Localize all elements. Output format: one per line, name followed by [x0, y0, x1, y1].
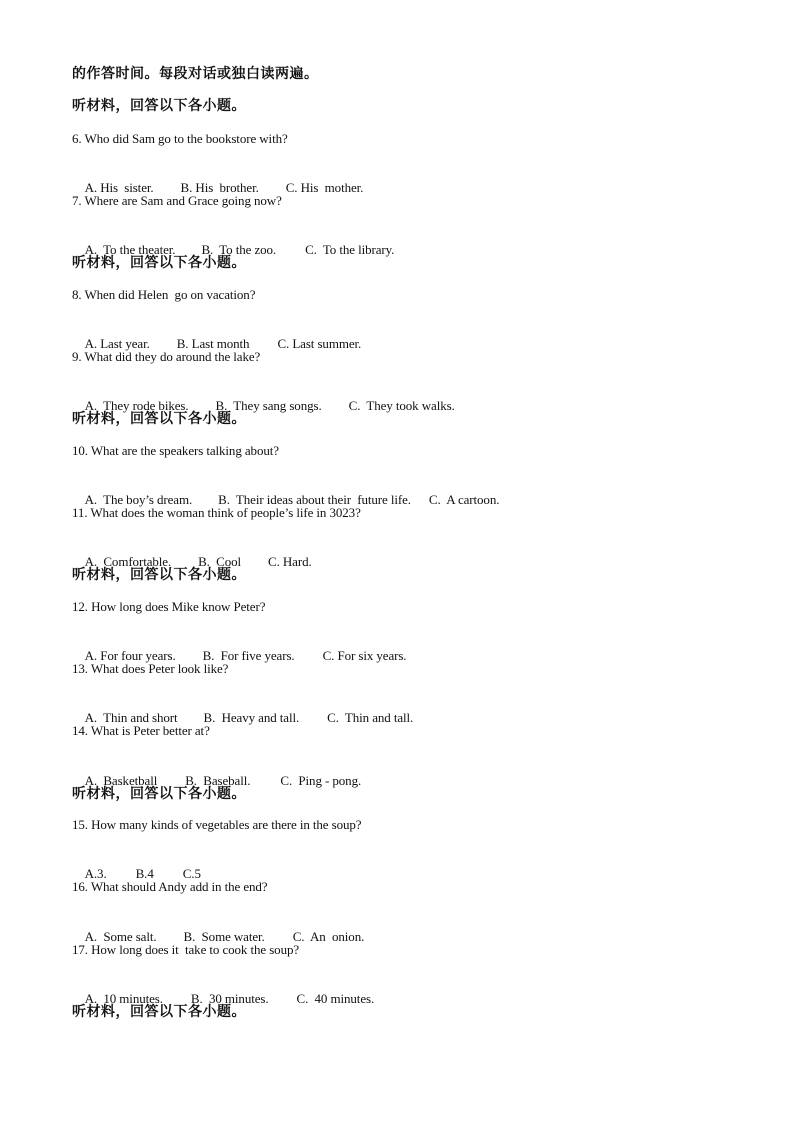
section-heading: 听材料，回答以下各小题。	[72, 411, 246, 427]
question-text: 9. What did they do around the lake?	[72, 349, 261, 364]
question-text: 7. Where are Sam and Grace going now?	[72, 193, 282, 208]
option-c: C. A cartoon.	[428, 492, 500, 507]
question-text: 14. What is Peter better at?	[72, 723, 210, 738]
section-heading: 听材料，回答以下各小题。	[72, 255, 246, 271]
option-c: C. Hard.	[268, 554, 312, 569]
option-a: A. Comfortable.	[84, 554, 172, 569]
question-text: 16. What should Andy add in the end?	[72, 879, 268, 894]
option-c: C. Thin and tall.	[327, 710, 414, 725]
option-c: C.5	[182, 866, 201, 881]
question-text: 13. What does Peter look like?	[72, 661, 229, 676]
intro-text: 的作答时间。每段对话或独白读两遍。	[72, 66, 319, 82]
question-text: 15. How many kinds of vegetables are there in the soup?	[72, 817, 362, 832]
option-a: A.3.	[84, 866, 107, 881]
question-text: 17. How long does it take to cook the soup?	[72, 942, 300, 957]
option-c: C. His mother.	[285, 180, 364, 195]
question-text: 6. Who did Sam go to the bookstore with?	[72, 131, 288, 146]
section-heading: 听材料，回答以下各小题。	[72, 98, 246, 114]
option-b: B. For five years.	[202, 648, 295, 663]
question-text: 10. What are the speakers talking about?	[72, 443, 279, 458]
option-c: C. To the library.	[305, 242, 395, 257]
option-c: C. Last summer.	[277, 336, 362, 351]
option-c: C. An onion.	[292, 929, 365, 944]
option-a: A. Thin and short	[84, 710, 178, 725]
option-b: B. They sang songs.	[215, 398, 322, 413]
option-b: B. 30 minutes.	[190, 991, 269, 1006]
option-b: B.4	[135, 866, 154, 881]
option-a: A. For four years.	[84, 648, 176, 663]
option-b: B. Baseball.	[185, 773, 251, 788]
option-a: A. Some salt.	[84, 929, 157, 944]
option-a: A. Basketball	[84, 773, 158, 788]
option-a: A. To the theater.	[84, 242, 176, 257]
section-heading: 听材料，回答以下各小题。	[72, 1004, 246, 1020]
option-b: B. Their ideas about their future life.	[218, 492, 411, 507]
option-b: B. Heavy and tall.	[203, 710, 300, 725]
question-text: 11. What does the woman think of people’s life in 3023?	[72, 505, 361, 520]
option-b: B. Cool	[198, 554, 242, 569]
option-c: C. 40 minutes.	[296, 991, 375, 1006]
option-c: C. They took walks.	[348, 398, 455, 413]
question-text: 12. How long does Mike know Peter?	[72, 599, 266, 614]
option-a: A. Last year.	[84, 336, 150, 351]
option-b: B. Some water.	[183, 929, 265, 944]
option-c: C. Ping - pong.	[280, 773, 362, 788]
option-a: A. They rode bikes.	[84, 398, 189, 413]
option-b: B. Last month	[176, 336, 250, 351]
option-a: A. His sister.	[84, 180, 154, 195]
section-heading: 听材料，回答以下各小题。	[72, 786, 246, 802]
option-c: C. For six years.	[322, 648, 407, 663]
section-heading: 听材料，回答以下各小题。	[72, 567, 246, 583]
option-b: B. To the zoo.	[201, 242, 277, 257]
option-a: A. 10 minutes.	[84, 991, 163, 1006]
question-text: 8. When did Helen go on vacation?	[72, 287, 256, 302]
option-a: A. The boy’s dream.	[84, 492, 193, 507]
option-b: B. His brother.	[180, 180, 259, 195]
